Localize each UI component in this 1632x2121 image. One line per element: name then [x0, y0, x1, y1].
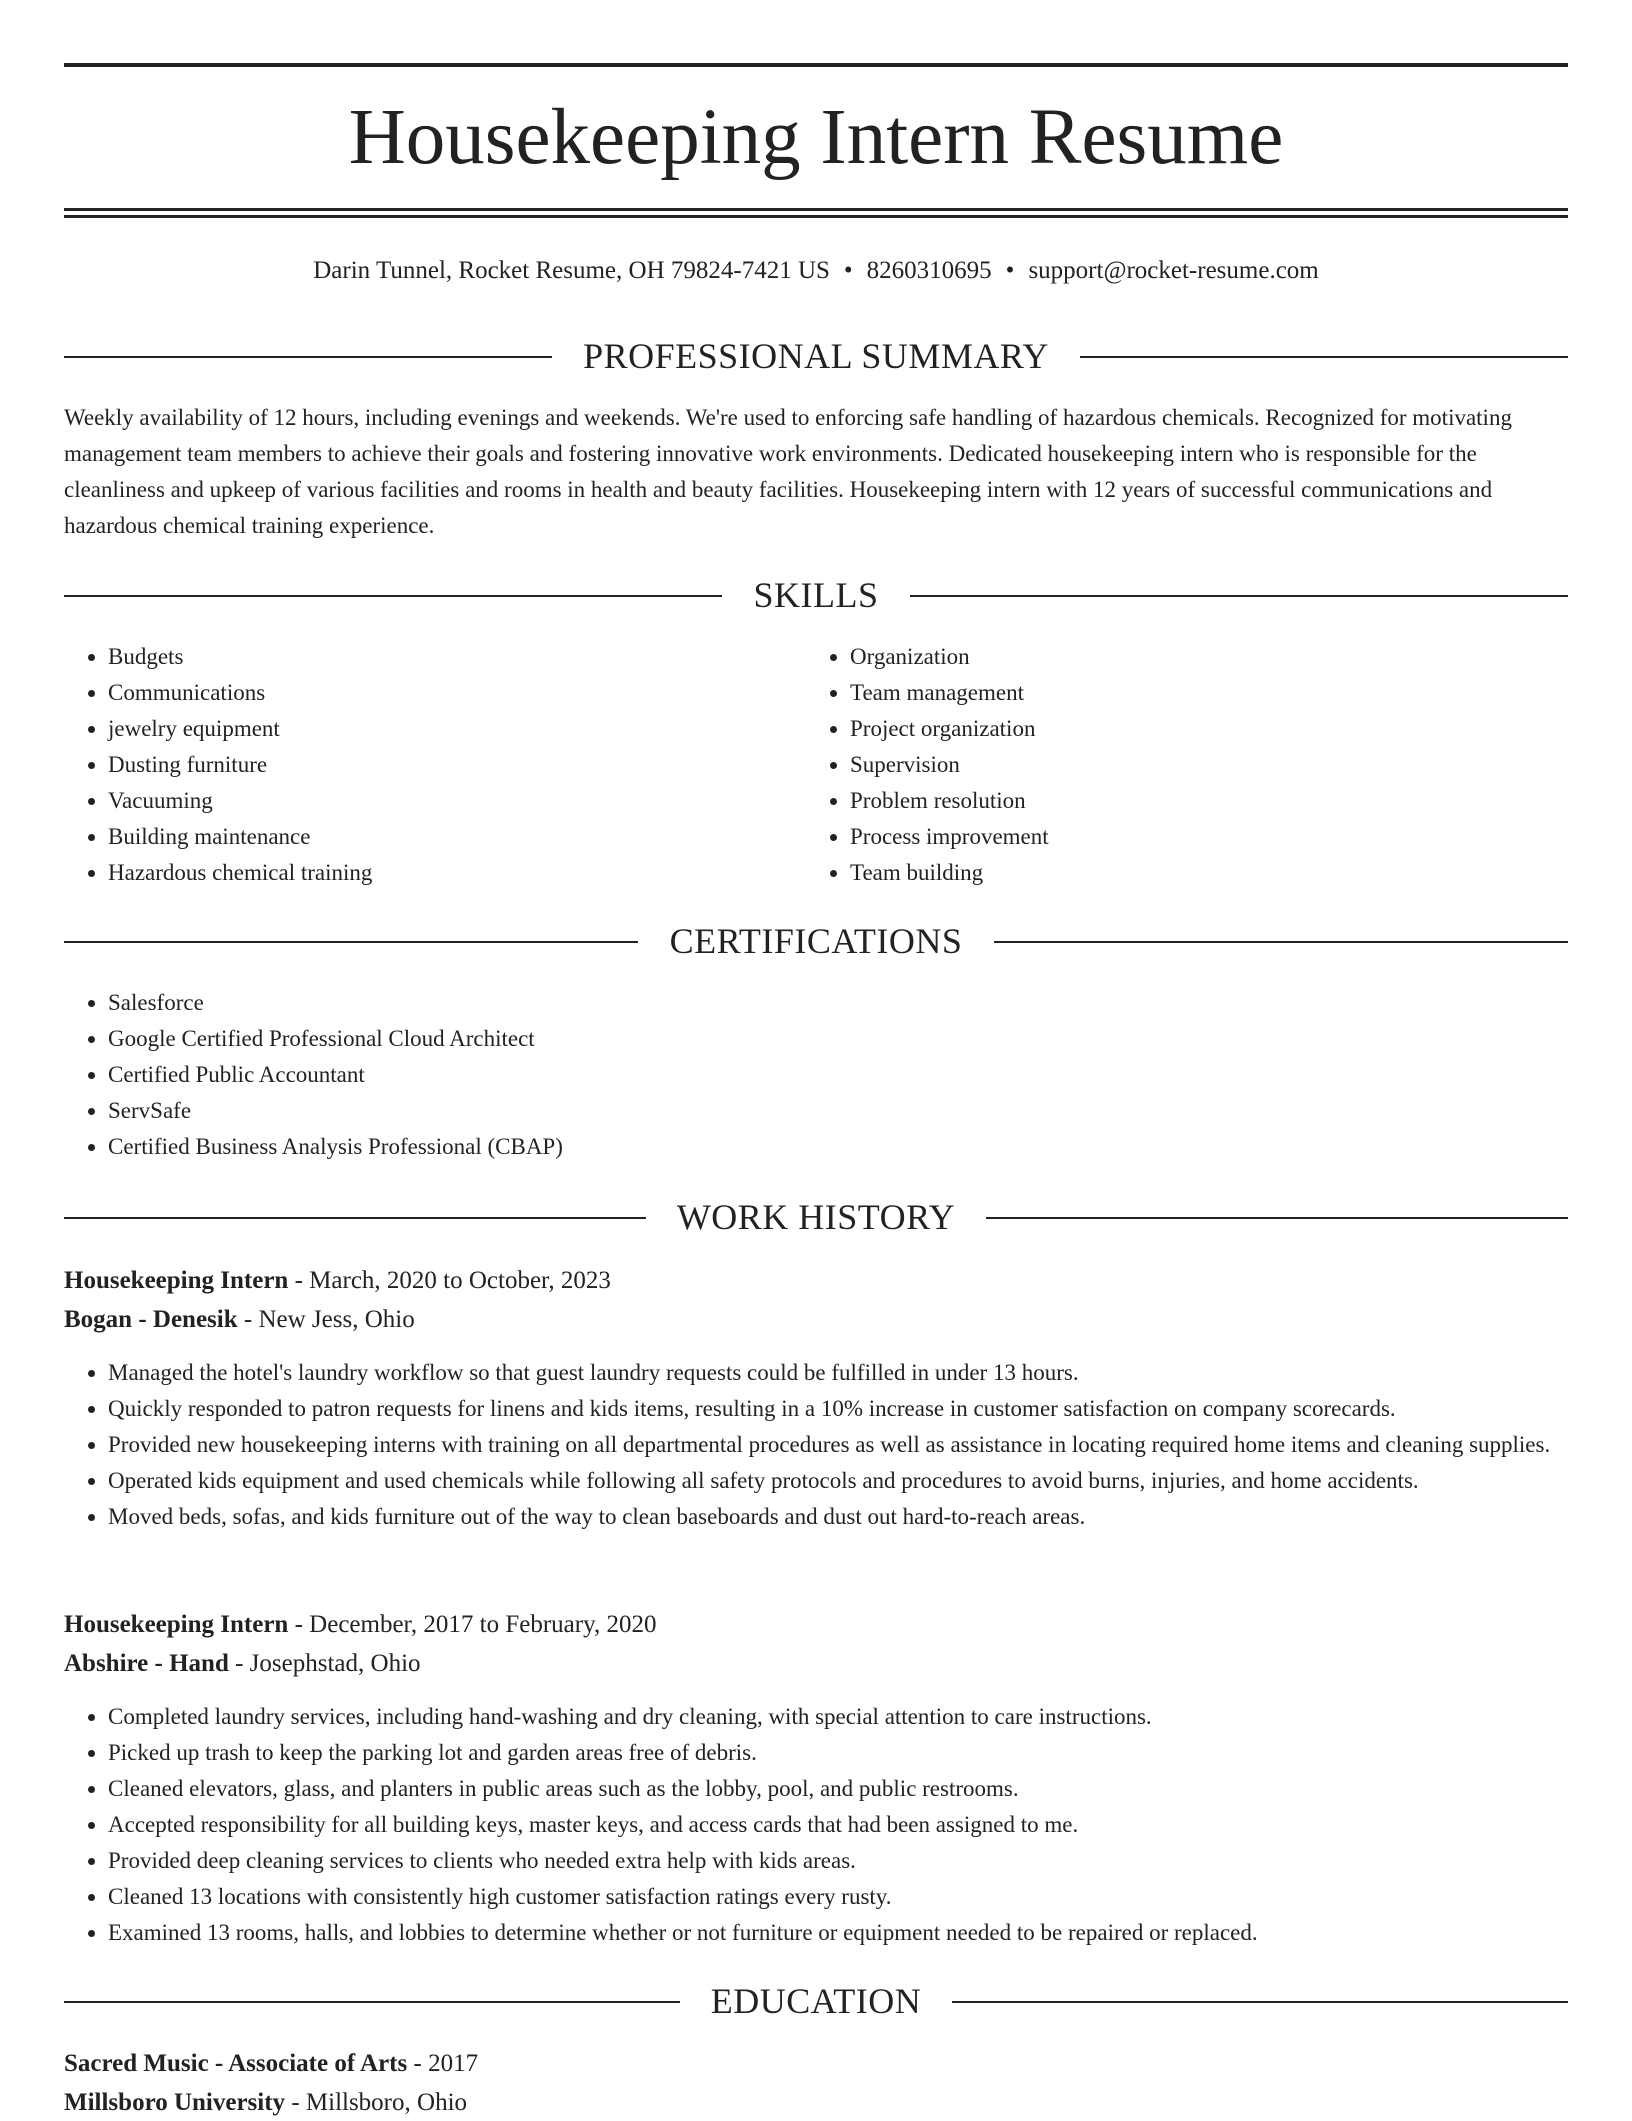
job-bullet: • Cleaned 13 locations with consistently high customer satisfaction ratings every rusty.	[108, 1879, 1568, 1915]
top-rule	[64, 63, 1568, 67]
section-heading-summary	[64, 334, 1568, 378]
title-rule-lower	[64, 215, 1568, 218]
skill-item: • Communications	[108, 675, 808, 711]
job-company: Bogan - Denesik	[64, 1306, 238, 1333]
job-bullet: • Cleaned elevators, glass, and planters in public areas such as the lobby, pool, and public restrooms.	[108, 1771, 1568, 1807]
job-company: Abshire - Hand	[64, 1650, 229, 1677]
certifications-list	[64, 985, 1568, 1165]
contact-email: support@rocket-resume.com	[1028, 257, 1319, 284]
professional-summary: Weekly availability of 12 hours, including evenings and weekends. We're used to enforcing safe handling of hazardous chemicals. Recognized for motivating management team members to achieve their goals and fostering innovative work environments. Dedicated housekeeping intern who is responsible for the cleanliness and upkeep of various facilities and rooms in health and beauty facilities. Housekeeping intern with 12 years of successful communications and hazardous chemical training experience.	[64, 405, 1512, 538]
skill-item: • Budgets	[108, 639, 808, 675]
job-title-line	[64, 1607, 656, 1643]
section-title: SKILLS	[729, 575, 902, 615]
section-title: PROFESSIONAL SUMMARY	[559, 336, 1073, 376]
section-heading-certifications	[64, 919, 1568, 963]
certification-item: • ServSafe	[108, 1093, 1568, 1129]
certification-item: • Google Certified Professional Cloud Architect	[108, 1021, 1568, 1057]
job-title: Housekeeping Intern	[64, 1611, 289, 1638]
education-school-line	[64, 2085, 467, 2121]
job-bullet: • Quickly responded to patron requests for linens and kids items, resulting in a 10% increase in customer satisfaction on company scorecards.	[108, 1391, 1568, 1427]
job-bullet: • Accepted responsibility for all building keys, master keys, and access cards that had been assigned to me.	[108, 1807, 1568, 1843]
job-title-line	[64, 1263, 611, 1299]
job-location: - Josephstad, Ohio	[228, 1650, 421, 1677]
skill-item: • jewelry equipment	[108, 711, 808, 747]
skill-item: • Dusting furniture	[108, 747, 808, 783]
job-bullet: • Completed laundry services, including hand-washing and dry cleaning, with special attention to care instructions.	[108, 1699, 1568, 1735]
skill-item: • Vacuuming	[108, 783, 808, 819]
job-dates: - March, 2020 to October, 2023	[288, 1267, 611, 1294]
certification-item: • Salesforce	[108, 985, 1568, 1021]
job-bullet: • Examined 13 rooms, halls, and lobbies to determine whether or not furniture or equipment needed to be repaired or replaced.	[108, 1915, 1568, 1951]
resume-title: Housekeeping Intern Resume	[348, 94, 1284, 181]
job-bullet: • Moved beds, sofas, and kids furniture out of the way to clean baseboards and dust out hard-to-reach areas.	[108, 1499, 1568, 1535]
job-dates: - December, 2017 to February, 2020	[288, 1611, 657, 1638]
title-rule-upper	[64, 208, 1568, 211]
education-location: - Millsboro, Ohio	[285, 2089, 468, 2116]
section-heading-skills	[64, 573, 1568, 617]
skill-item: • Organization	[850, 639, 1550, 675]
education-year: - 2017	[407, 2050, 479, 2077]
job-bullet: • Operated kids equipment and used chemicals while following all safety protocols and procedures to avoid burns, injuries, and home accidents.	[108, 1463, 1568, 1499]
skills-list-right	[806, 639, 1550, 891]
skill-item: • Project organization	[850, 711, 1550, 747]
skill-item: • Supervision	[850, 747, 1550, 783]
skill-item: • Team building	[850, 855, 1550, 891]
job-bullet: • Managed the hotel's laundry workflow so that guest laundry requests could be fulfilled in under 13 hours.	[108, 1355, 1568, 1391]
skills-list-left	[64, 639, 808, 891]
job-bullet: • Provided new housekeeping interns with training on all departmental procedures as well as assistance in locating required home items and cleaning supplies.	[108, 1427, 1568, 1463]
job-bullet: • Provided deep cleaning services to clients who needed extra help with kids areas.	[108, 1843, 1568, 1879]
section-heading-work-history	[64, 1195, 1568, 1239]
job-company-line	[64, 1646, 421, 1682]
skill-item: • Building maintenance	[108, 819, 808, 855]
section-title: CERTIFICATIONS	[646, 921, 987, 961]
separator-dot: •	[843, 257, 853, 284]
separator-dot: •	[1005, 257, 1015, 284]
section-title: EDUCATION	[687, 1981, 945, 2021]
job-location: - New Jess, Ohio	[237, 1306, 415, 1333]
skill-item: • Process improvement	[850, 819, 1550, 855]
education-degree: Sacred Music - Associate of Arts	[64, 2050, 408, 2077]
education-degree-line	[64, 2046, 478, 2082]
job-bullets	[64, 1355, 1568, 1535]
certification-item: • Certified Public Accountant	[108, 1057, 1568, 1093]
section-heading-education	[64, 1979, 1568, 2023]
contact-address: Darin Tunnel, Rocket Resume, OH 79824-7421 US	[313, 257, 830, 284]
section-title: WORK HISTORY	[653, 1197, 979, 1237]
education-school: Millsboro University	[64, 2089, 286, 2116]
skill-item: • Team management	[850, 675, 1550, 711]
contact-phone: 8260310695	[866, 257, 992, 284]
job-bullets	[64, 1699, 1568, 1951]
skill-item: • Hazardous chemical training	[108, 855, 808, 891]
job-company-line	[64, 1302, 415, 1338]
job-bullet: • Picked up trash to keep the parking lot and garden areas free of debris.	[108, 1735, 1568, 1771]
skill-item: • Problem resolution	[850, 783, 1550, 819]
certification-item: • Certified Business Analysis Professional (CBAP)	[108, 1129, 1568, 1165]
contact-line	[64, 254, 1568, 288]
job-title: Housekeeping Intern	[64, 1267, 289, 1294]
